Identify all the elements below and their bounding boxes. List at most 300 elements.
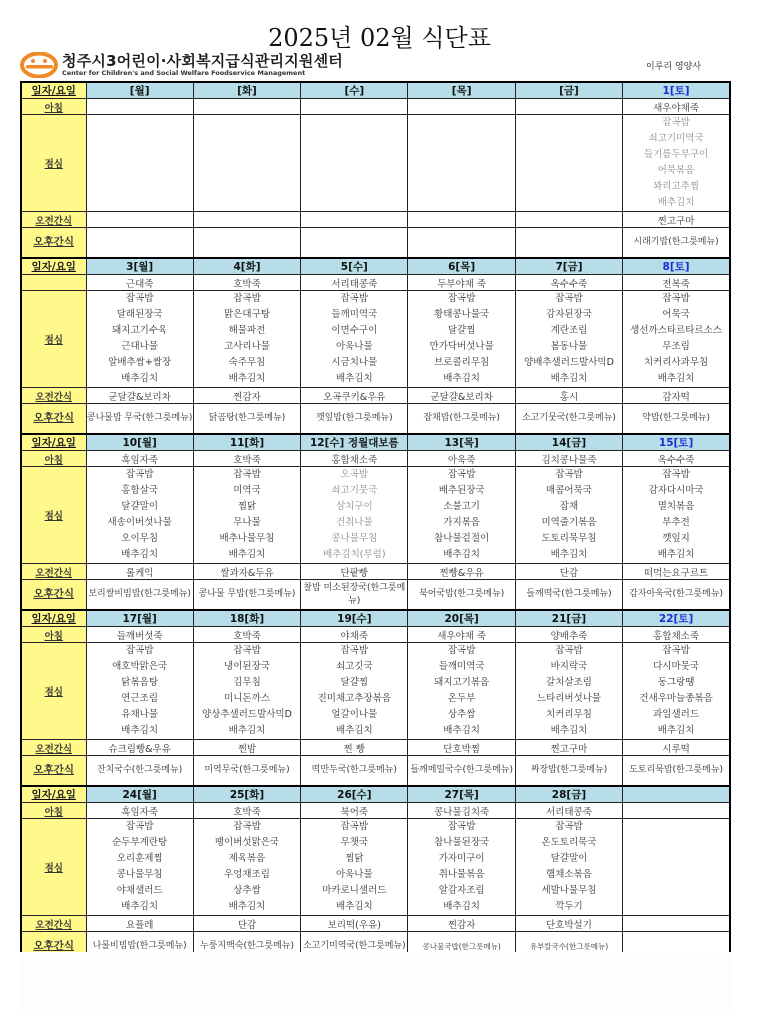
lunch-row bbox=[21, 643, 730, 740]
lunch-item: 감자다시마국 bbox=[648, 485, 704, 496]
lunch-item: 잡곡밥 bbox=[447, 645, 476, 656]
pm-snack-cell bbox=[193, 228, 300, 259]
lunch-item: 잡곡밥 bbox=[125, 293, 154, 304]
lunch-item: 잡곡밥 bbox=[233, 293, 261, 304]
pm-snack-cell: 도토리묵밥(한그릇메뉴) bbox=[623, 756, 730, 787]
lunch-item: 배추김치 bbox=[657, 197, 695, 208]
breakfast-row bbox=[21, 275, 730, 291]
am-snack-cell: 시루떡 bbox=[623, 740, 730, 756]
pm-snack-cell: 짜장밥(한그릇메뉴) bbox=[515, 756, 622, 787]
lunch-item: 치커리무침 bbox=[546, 709, 592, 720]
lunch-cell bbox=[623, 643, 730, 740]
page-title: 2025년 02월 식단표 bbox=[268, 24, 491, 52]
breakfast-label: 아침 bbox=[21, 451, 86, 467]
lunch-cell bbox=[515, 819, 622, 916]
am-snack-cell: 보리떡(우유) bbox=[301, 916, 408, 932]
lunch-item: 바지락국 bbox=[550, 661, 588, 672]
lunch-cell bbox=[515, 115, 622, 212]
pm-snack-cell: 유부칼국수(한그릇메뉴) bbox=[515, 932, 622, 963]
lunch-item: 취나물볶음 bbox=[438, 869, 485, 880]
am-snack-cell: 슈크림빵&우유 bbox=[86, 740, 193, 756]
lunch-item: 아욱나물 bbox=[335, 869, 373, 880]
lunch-cell bbox=[193, 291, 300, 388]
am-snack-cell: 군달걀&보리차 bbox=[86, 388, 193, 404]
lunch-item: 찜닭 bbox=[237, 501, 257, 512]
breakfast-cell: 흑임자죽 bbox=[86, 451, 193, 467]
am-snack-cell: 단팥빵 bbox=[301, 564, 408, 580]
org-name-korean: 청주시3어린이·사회복지급식관리지원센터 bbox=[62, 51, 343, 70]
lunch-item: 홍합살국 bbox=[121, 485, 159, 496]
lunch-item: 진미채고추장볶음 bbox=[317, 693, 392, 704]
lunch-item: 잡곡밥 bbox=[662, 469, 690, 480]
lunch-item: 잡곡밥 bbox=[555, 293, 583, 304]
lunch-cell bbox=[193, 819, 300, 916]
breakfast-cell: 호박죽 bbox=[193, 803, 300, 819]
breakfast-cell: 콩나물김치죽 bbox=[408, 803, 515, 819]
date-day-label: 일자/요일 bbox=[21, 434, 86, 451]
lunch-label: 점심 bbox=[21, 643, 86, 740]
breakfast-cell bbox=[623, 803, 730, 819]
breakfast-cell bbox=[515, 99, 622, 115]
lunch-item: 상추쌈 bbox=[233, 885, 261, 896]
lunch-item: 황태콩나물국 bbox=[434, 309, 490, 320]
am-snack-row bbox=[21, 388, 730, 404]
breakfast-cell: 들깨버섯죽 bbox=[86, 627, 193, 643]
lunch-item: 건새우마늘종볶음 bbox=[639, 693, 713, 704]
breakfast-cell: 서리태콩죽 bbox=[515, 803, 622, 819]
week-header-row bbox=[21, 82, 730, 99]
breakfast-row bbox=[21, 451, 730, 467]
lunch-item: 이면수구이 bbox=[331, 325, 378, 336]
dietitian-name: 이루리 영양사 bbox=[646, 62, 702, 72]
pm-snack-label: 오후간식 bbox=[21, 932, 86, 963]
lunch-item: 무챗국 bbox=[340, 837, 369, 848]
lunch-item: 잡곡밥 bbox=[125, 469, 154, 480]
breakfast-cell: 북어죽 bbox=[301, 803, 408, 819]
week-header-row bbox=[21, 786, 730, 803]
lunch-cell bbox=[301, 115, 408, 212]
pm-snack-cell: 콩나물 무밥(한그릇메뉴) bbox=[193, 580, 300, 611]
pm-snack-cell: 깻잎밥(한그릇메뉴) bbox=[301, 404, 408, 435]
lunch-item: 멸치볶음 bbox=[657, 501, 695, 512]
lunch-item: 잡곡밥 bbox=[233, 821, 261, 832]
am-snack-cell bbox=[408, 212, 515, 228]
lunch-item: 참나물겉절이 bbox=[434, 533, 490, 544]
am-snack-cell: 홍시 bbox=[515, 388, 622, 404]
lunch-item: 들깨미역국 bbox=[331, 309, 378, 320]
day-header: 19[수] bbox=[301, 610, 408, 627]
lunch-item: 만가닥버섯나물 bbox=[429, 341, 494, 352]
lunch-cell bbox=[86, 643, 193, 740]
lunch-item: 배추김치 bbox=[121, 373, 159, 384]
lunch-item: 잡곡밥 bbox=[447, 821, 476, 832]
lunch-item: 삼치구이 bbox=[335, 501, 373, 512]
lunch-item: 배추김치 bbox=[335, 901, 373, 912]
lunch-item: 가자미구이 bbox=[438, 853, 485, 864]
lunch-item: 돼지고기볶음 bbox=[434, 677, 490, 688]
breakfast-label: 아침 bbox=[21, 627, 86, 643]
lunch-item: 미역국 bbox=[233, 485, 261, 496]
pm-snack-row bbox=[21, 228, 730, 259]
day-header: 15[토] bbox=[623, 434, 730, 451]
day-header: 10[월] bbox=[86, 434, 193, 451]
pm-snack-row bbox=[21, 404, 730, 435]
lunch-item: 달걀찜 bbox=[340, 677, 369, 688]
breakfast-cell: 새우야채죽 bbox=[623, 99, 730, 115]
lunch-item: 배추된장국 bbox=[438, 485, 485, 496]
am-snack-cell: 군달걀&보리차 bbox=[408, 388, 515, 404]
am-snack-cell: 단감 bbox=[193, 916, 300, 932]
lunch-item: 잡곡밥 bbox=[340, 821, 369, 832]
lunch-item: 치커리사과무침 bbox=[643, 357, 709, 368]
lunch-item: 양상추샐러드발사믹D bbox=[202, 709, 292, 720]
pm-snack-cell: 약밥(한그릇메뉴) bbox=[623, 404, 730, 435]
lunch-cell bbox=[623, 291, 730, 388]
lunch-cell bbox=[301, 819, 408, 916]
lunch-cell bbox=[408, 643, 515, 740]
lunch-item: 시금치나물 bbox=[331, 357, 378, 368]
lunch-item: 무나물 bbox=[233, 517, 261, 528]
lunch-item: 돼지고기수육 bbox=[112, 325, 168, 336]
lunch-item: 무조림 bbox=[662, 341, 690, 352]
date-day-label: 일자/요일 bbox=[21, 786, 86, 803]
lunch-item: 팽이버섯맑은국 bbox=[214, 837, 280, 848]
breakfast-cell: 야채죽 bbox=[301, 627, 408, 643]
week-header-row bbox=[21, 258, 730, 275]
day-header: 21[금] bbox=[515, 610, 622, 627]
pm-snack-cell: 잡채밥(한그릇메뉴) bbox=[408, 404, 515, 435]
day-header: 3[월] bbox=[86, 258, 193, 275]
am-snack-cell: 감자떡 bbox=[623, 388, 730, 404]
day-header: 25[화] bbox=[193, 786, 300, 803]
day-header: 14[금] bbox=[515, 434, 622, 451]
breakfast-cell: 홍합채소죽 bbox=[301, 451, 408, 467]
pm-snack-label: 오후간식 bbox=[21, 228, 86, 259]
lunch-label: 점심 bbox=[21, 291, 86, 388]
breakfast-cell bbox=[408, 99, 515, 115]
lunch-item: 달걀말이 bbox=[121, 501, 159, 512]
pm-snack-cell: 시래기밥(한그릇메뉴) bbox=[623, 228, 730, 259]
breakfast-cell: 호박죽 bbox=[193, 627, 300, 643]
date-day-label: 일자/요일 bbox=[21, 610, 86, 627]
pm-snack-cell: 누룽지백숙(한그릇메뉴) bbox=[193, 932, 300, 963]
pm-snack-cell: 들깨메밀국수(한그릇메뉴) bbox=[408, 756, 515, 787]
breakfast-cell: 양배추죽 bbox=[515, 627, 622, 643]
lunch-item: 봄동나물 bbox=[550, 341, 588, 352]
lunch-cell bbox=[301, 467, 408, 564]
lunch-item: 숙주무침 bbox=[228, 357, 266, 368]
breakfast-cell bbox=[86, 99, 193, 115]
am-snack-cell bbox=[301, 212, 408, 228]
lunch-cell bbox=[515, 467, 622, 564]
pm-snack-cell bbox=[408, 228, 515, 259]
lunch-item: 배추김치 bbox=[443, 373, 480, 384]
breakfast-cell: 흑임자죽 bbox=[86, 803, 193, 819]
lunch-item: 콩나물무침 bbox=[331, 533, 378, 544]
lunch-item: 해물파전 bbox=[228, 325, 266, 336]
pm-snack-cell bbox=[301, 228, 408, 259]
lunch-item: 배추김치 bbox=[121, 901, 159, 912]
day-header: 7[금] bbox=[515, 258, 622, 275]
lunch-item: 도토리묵무침 bbox=[541, 533, 597, 544]
am-snack-label: 오전간식 bbox=[21, 564, 86, 580]
lunch-item: 배추김치 bbox=[335, 373, 373, 384]
pm-snack-cell: 북어국밥(한그릇메뉴) bbox=[408, 580, 515, 611]
lunch-item: 느타리버섯나물 bbox=[536, 693, 602, 704]
lunch-item: 배추김치 bbox=[121, 549, 159, 560]
lunch-item: 가지볶음 bbox=[443, 517, 480, 528]
lunch-item: 잡곡밥 bbox=[340, 293, 369, 304]
lunch-item: 어묵국 bbox=[662, 309, 690, 320]
lunch-item: 잡곡밥 bbox=[125, 821, 154, 832]
lunch-item: 잡채 bbox=[559, 501, 579, 512]
lunch-item: 배추나물무침 bbox=[219, 533, 275, 544]
am-snack-cell: 찐감자 bbox=[408, 916, 515, 932]
lunch-item: 배추김치 bbox=[657, 549, 695, 560]
lunch-row bbox=[21, 819, 730, 916]
lunch-item: 유채나물 bbox=[121, 709, 159, 720]
week-header-row bbox=[21, 610, 730, 627]
lunch-item: 꽈리고추찜 bbox=[653, 181, 700, 192]
lunch-item: 달래된장국 bbox=[116, 309, 163, 320]
lunch-item: 브로콜리무침 bbox=[434, 357, 490, 368]
pm-snack-cell: 나물비빔밥(한그릇메뉴) bbox=[86, 932, 193, 963]
lunch-item: 배추김치 bbox=[550, 725, 588, 736]
lunch-cell bbox=[193, 115, 300, 212]
lunch-item: 배추김치 bbox=[443, 549, 480, 560]
am-snack-cell bbox=[515, 212, 622, 228]
lunch-item: 잡곡밥 bbox=[555, 645, 583, 656]
date-day-label: 일자/요일 bbox=[21, 258, 86, 275]
am-snack-row bbox=[21, 916, 730, 932]
lunch-item: 미니돈까스 bbox=[224, 693, 270, 704]
pm-snack-cell: 닭곰탕(한그릇메뉴) bbox=[193, 404, 300, 435]
day-header: 8[토] bbox=[623, 258, 730, 275]
day-header: [화] bbox=[193, 82, 300, 99]
day-header: [목] bbox=[408, 82, 515, 99]
lunch-cell bbox=[301, 291, 408, 388]
breakfast-cell bbox=[301, 99, 408, 115]
lunch-item: 애호박맑은국 bbox=[112, 661, 168, 672]
lunch-item: 새송이버섯나물 bbox=[107, 517, 172, 528]
blank-area bbox=[20, 952, 731, 1013]
pm-snack-cell: 콩나물밥 무국(한그릇메뉴) bbox=[86, 404, 193, 435]
pm-snack-label: 오후간식 bbox=[21, 404, 86, 435]
breakfast-cell: 두부야채 죽 bbox=[408, 275, 515, 291]
am-snack-cell: 찐고구마 bbox=[623, 212, 730, 228]
lunch-label: 점심 bbox=[21, 467, 86, 564]
day-header: 28[금] bbox=[515, 786, 622, 803]
meal-plan-table bbox=[20, 81, 731, 963]
pm-snack-cell: 감자아욱국(한그릇메뉴) bbox=[623, 580, 730, 611]
day-header: 18[화] bbox=[193, 610, 300, 627]
day-header: 26[수] bbox=[301, 786, 408, 803]
lunch-item: 잡곡밥 bbox=[125, 645, 154, 656]
breakfast-cell: 김치콩나물죽 bbox=[515, 451, 622, 467]
day-header: 13[목] bbox=[408, 434, 515, 451]
lunch-item: 우엉채조림 bbox=[224, 869, 270, 880]
lunch-item: 아욱나물 bbox=[335, 341, 373, 352]
lunch-item: 온도토리묵국 bbox=[541, 837, 597, 848]
am-snack-cell: 단호박찜 bbox=[408, 740, 515, 756]
lunch-item: 들깨미역국 bbox=[438, 661, 485, 672]
lunch-item: 온두부 bbox=[447, 693, 476, 704]
lunch-item: 매콤어묵국 bbox=[546, 485, 592, 496]
pm-snack-row bbox=[21, 580, 730, 611]
day-header: 6[목] bbox=[408, 258, 515, 275]
lunch-label: 점심 bbox=[21, 819, 86, 916]
am-snack-row bbox=[21, 212, 730, 228]
am-snack-label: 오전간식 bbox=[21, 740, 86, 756]
am-snack-cell: 요플레 bbox=[86, 916, 193, 932]
lunch-item: 쇠고기뭇국 bbox=[331, 485, 378, 496]
lunch-cell bbox=[301, 643, 408, 740]
lunch-item: 잡곡밥 bbox=[662, 293, 690, 304]
day-header: 5[수] bbox=[301, 258, 408, 275]
lunch-item: 감자된장국 bbox=[546, 309, 592, 320]
lunch-item: 연근조림 bbox=[121, 693, 159, 704]
pm-snack-cell: 들깨떡국(한그릇메뉴) bbox=[515, 580, 622, 611]
lunch-item: 배추김치 bbox=[228, 373, 266, 384]
lunch-item: 고사리나물 bbox=[224, 341, 270, 352]
breakfast-cell: 아욱죽 bbox=[408, 451, 515, 467]
lunch-item: 잡곡밥 bbox=[233, 645, 261, 656]
lunch-item: 소불고기 bbox=[443, 501, 480, 512]
breakfast-label: 아침 bbox=[21, 99, 86, 115]
am-snack-cell bbox=[86, 212, 193, 228]
breakfast-row bbox=[21, 627, 730, 643]
lunch-label: 점심 bbox=[21, 115, 86, 212]
pm-snack-cell: 보리쌀비빔밥(한그릇메뉴) bbox=[86, 580, 193, 611]
lunch-item: 근대나물 bbox=[121, 341, 159, 352]
day-header: 1[토] bbox=[623, 82, 730, 99]
am-snack-row bbox=[21, 564, 730, 580]
day-header: 27[목] bbox=[408, 786, 515, 803]
breakfast-cell: 새우야채 죽 bbox=[408, 627, 515, 643]
day-header: 22[토] bbox=[623, 610, 730, 627]
lunch-cell bbox=[408, 819, 515, 916]
day-header: 4[화] bbox=[193, 258, 300, 275]
day-header: 17[월] bbox=[86, 610, 193, 627]
pm-snack-cell: 떡만두국(한그릇메뉴) bbox=[301, 756, 408, 787]
am-snack-cell: 오곡쿠키&우유 bbox=[301, 388, 408, 404]
lunch-item: 갈치살조림 bbox=[546, 677, 592, 688]
lunch-item: 순두부계란탕 bbox=[112, 837, 168, 848]
pm-snack-cell: 잔치국수(한그릇메뉴) bbox=[86, 756, 193, 787]
am-snack-label: 오전간식 bbox=[21, 212, 86, 228]
lunch-item: 닭볶음탕 bbox=[121, 677, 159, 688]
lunch-item: 마카로니샐러드 bbox=[322, 885, 387, 896]
lunch-item: 쇠고깃국 bbox=[335, 661, 373, 672]
lunch-cell bbox=[408, 291, 515, 388]
pm-snack-row bbox=[21, 756, 730, 787]
lunch-item: 배추김치 bbox=[121, 725, 159, 736]
lunch-item: 배추김치 bbox=[228, 549, 266, 560]
breakfast-cell: 홍합채소죽 bbox=[623, 627, 730, 643]
lunch-item: 콩나물무침 bbox=[116, 869, 163, 880]
org-name-english: Center for Children's and Social Welfare Foodservice Management bbox=[62, 68, 306, 77]
am-snack-cell bbox=[623, 916, 730, 932]
day-header: [수] bbox=[301, 82, 408, 99]
day-header bbox=[623, 786, 730, 803]
lunch-cell bbox=[86, 467, 193, 564]
lunch-item: 잡곡밥 bbox=[662, 645, 690, 656]
lunch-item: 다시마뭇국 bbox=[653, 661, 700, 672]
breakfast-cell bbox=[193, 99, 300, 115]
breakfast-cell: 근대죽 bbox=[86, 275, 193, 291]
day-header: 20[목] bbox=[408, 610, 515, 627]
lunch-item: 계란조림 bbox=[550, 325, 588, 336]
pm-snack-cell: 콩나물국밥(한그릇메뉴) bbox=[408, 932, 515, 963]
pm-snack-label: 오후간식 bbox=[21, 756, 86, 787]
lunch-item: 배추김치 bbox=[443, 725, 480, 736]
breakfast-cell: 옥수수죽 bbox=[623, 451, 730, 467]
lunch-cell bbox=[193, 467, 300, 564]
lunch-row bbox=[21, 467, 730, 564]
lunch-item: 오이무침 bbox=[121, 533, 159, 544]
lunch-item: 잡곡밥 bbox=[447, 293, 476, 304]
lunch-item: 배추김치 bbox=[550, 549, 588, 560]
breakfast-cell: 옥수수죽 bbox=[515, 275, 622, 291]
am-snack-cell: 떠먹는요구르트 bbox=[623, 564, 730, 580]
am-snack-cell: 롤케익 bbox=[86, 564, 193, 580]
am-snack-cell: 단호박설기 bbox=[515, 916, 622, 932]
lunch-item: 잡곡밥 bbox=[555, 469, 583, 480]
lunch-item: 배추김치 bbox=[335, 725, 373, 736]
breakfast-label: 아침 bbox=[21, 803, 86, 819]
am-snack-cell: 찐빵&우유 bbox=[408, 564, 515, 580]
lunch-item: 건취나물 bbox=[335, 517, 373, 528]
lunch-item: 배추김치 bbox=[228, 901, 266, 912]
lunch-cell bbox=[86, 819, 193, 916]
lunch-item: 배추김치 bbox=[657, 725, 695, 736]
lunch-cell bbox=[408, 467, 515, 564]
lunch-item: 동그랑땡 bbox=[657, 677, 695, 688]
day-header: 11[화] bbox=[193, 434, 300, 451]
breakfast-row bbox=[21, 99, 730, 115]
lunch-item: 알배추쌈+쌈장 bbox=[108, 357, 172, 368]
lunch-item: 잡곡밥 bbox=[662, 117, 690, 128]
lunch-item: 오리훈제찜 bbox=[116, 853, 163, 864]
pm-snack-cell: 소고기미역국(한그릇메뉴) bbox=[301, 932, 408, 963]
lunch-item: 상추쌈 bbox=[447, 709, 476, 720]
breakfast-cell: 호박죽 bbox=[193, 451, 300, 467]
lunch-item: 배추김치 bbox=[550, 373, 588, 384]
lunch-item: 깻잎지 bbox=[662, 533, 690, 544]
lunch-item: 잡곡밥 bbox=[555, 821, 583, 832]
lunch-item: 잡곡밥 bbox=[340, 645, 369, 656]
lunch-item: 참나물된장국 bbox=[434, 837, 490, 848]
lunch-item: 야채샐러드 bbox=[116, 885, 163, 896]
lunch-item: 미역줄기볶음 bbox=[541, 517, 597, 528]
day-header: [월] bbox=[86, 82, 193, 99]
breakfast-cell: 호박죽 bbox=[193, 275, 300, 291]
day-header: [금] bbox=[515, 82, 622, 99]
lunch-item: 어묵볶음 bbox=[657, 165, 695, 176]
am-snack-cell: 찐고구마 bbox=[515, 740, 622, 756]
lunch-cell bbox=[515, 643, 622, 740]
am-snack-cell: 찐 빵 bbox=[301, 740, 408, 756]
date-day-label: 일자/요일 bbox=[21, 82, 86, 99]
lunch-item: 달걀말이 bbox=[550, 853, 588, 864]
breakfast-row bbox=[21, 803, 730, 819]
am-snack-label: 오전간식 bbox=[21, 916, 86, 932]
week-header-row bbox=[21, 434, 730, 451]
am-snack-cell: 찐감자 bbox=[193, 388, 300, 404]
lunch-item: 쇠고기미역국 bbox=[648, 133, 704, 144]
lunch-cell bbox=[193, 643, 300, 740]
lunch-cell bbox=[86, 291, 193, 388]
